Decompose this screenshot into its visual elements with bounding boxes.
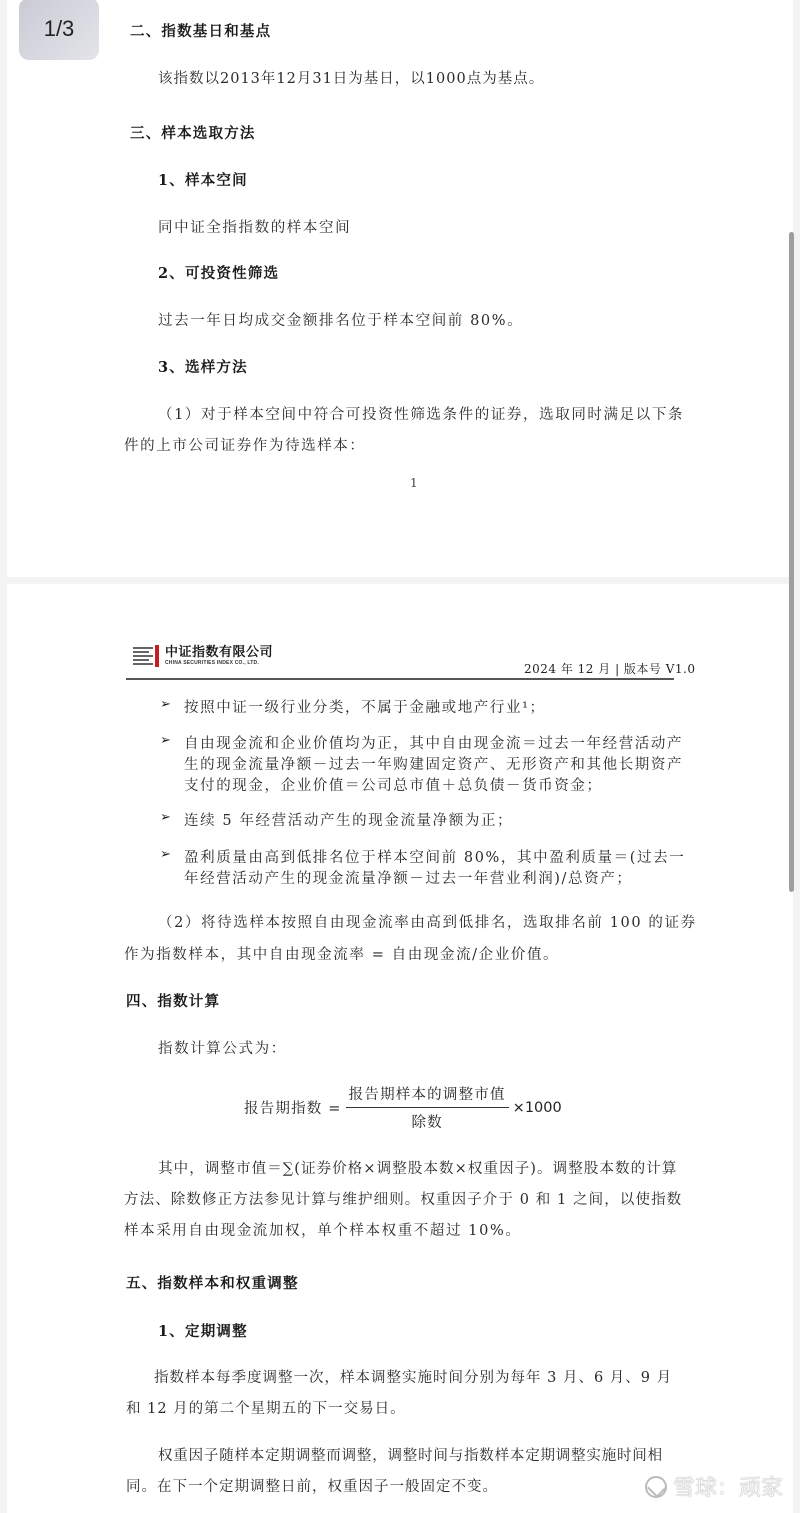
subsection-1-body: 同中证全指指数的样本空间 (158, 220, 352, 236)
subsection-2-title: 2、可投资性筛选 (158, 265, 280, 282)
xueqiu-watermark (645, 1471, 783, 1502)
subsection-5-1-para-1-line-2: 和 12 月的第二个星期五的下一交易日。 (126, 1401, 406, 1417)
subsection-3-title: 3、选样方法 (158, 359, 248, 376)
para-2-line-2: 作为指数样本，其中自由现金流率 = 自由现金流/企业价值。 (124, 947, 560, 963)
formula-denominator: 除数 (411, 1115, 443, 1131)
section-2-title: 二、指数基日和基点 (130, 23, 272, 40)
section-5-title: 五、指数样本和权重调整 (126, 1275, 299, 1292)
bullet-1-line-1: 按照中证一级行业分类，不属于金融或地产行业¹； (184, 700, 546, 716)
subsection-5-1-para-1-line-1: 指数样本每季度调整一次，样本调整实施时间分别为每年 3 月、6 月、9 月 (154, 1370, 673, 1386)
section-3-title: 三、样本选取方法 (130, 125, 256, 142)
subsection-2-body: 过去一年日均成交金额排名位于样本空间前 80%。 (158, 313, 524, 329)
bullet-4-line-1: 盈利质量由高到低排名位于样本空间前 80%，其中盈利质量＝(过去一 (184, 850, 686, 866)
formula-intro: 指数计算公式为： (158, 1041, 287, 1057)
bullet-2-line-2: 生的现金流量净额－过去一年购建固定资产、无形资产和其他长期资产 (184, 757, 684, 773)
bullet-arrow-icon: ➢ (160, 697, 171, 712)
watermark-text: 雪球：顽家 (673, 1476, 784, 1501)
csi-logo-icon (133, 645, 161, 667)
company-name-en: CHINA SECURITIES INDEX CO., LTD. (165, 660, 259, 666)
bullet-arrow-icon: ➢ (160, 810, 171, 825)
calc-line-2: 方法、除数修正方法参见计算与维护细则。权重因子介于 0 和 1 之间，以使指数 (124, 1192, 683, 1208)
section-2-body: 该指数以2013年12月31日为基日，以1000点为基点。 (158, 71, 545, 87)
section-4-title: 四、指数计算 (126, 993, 221, 1010)
formula-numerator: 报告期样本的调整市值 (346, 1083, 509, 1108)
header-date-version: 2024 年 12 月 | 版本号 V1.0 (524, 662, 696, 676)
subsection-5-1-title: 1、定期调整 (158, 1323, 248, 1340)
bullet-arrow-icon: ➢ (160, 733, 171, 748)
page-number: 1 (410, 476, 418, 490)
formula-lhs: 报告期指数 = (244, 1101, 342, 1117)
subsection-5-1-para-2-line-1: 权重因子随样本定期调整而调整，调整时间与指数样本定期调整实施时间相 (158, 1448, 663, 1464)
calc-line-1: 其中，调整市值＝∑(证券价格×调整股本数×权重因子)。调整股本数的计算 (158, 1161, 678, 1177)
formula-multiplier: ×1000 (512, 1099, 562, 1116)
bullet-2-line-3: 支付的现金，企业价值＝公司总市值＋总负债－货币资金； (184, 778, 603, 794)
para-2-line-1: （2）将待选样本按照自由现金流率由高到低排名，选取排名前 100 的证券 (158, 915, 697, 931)
page-counter-badge: 1/3 (19, 0, 99, 60)
subsection-3-para-line-1: （1）对于样本空间中符合可投资性筛选条件的证券，选取同时满足以下条 (158, 407, 685, 423)
subsection-3-para-line-2: 件的上市公司证券作为待选样本： (124, 438, 366, 454)
subsection-5-1-para-2-line-2: 同。在下一个定期调整日前，权重因子一般固定不变。 (126, 1479, 498, 1495)
bullet-3-line-1: 连续 5 年经营活动产生的现金流量净额为正； (184, 813, 514, 829)
company-logo (133, 645, 273, 667)
xueqiu-logo-icon (645, 1476, 667, 1498)
vertical-scrollbar[interactable] (789, 232, 794, 892)
index-formula (244, 1083, 562, 1132)
subsection-1-title: 1、样本空间 (158, 172, 248, 189)
formula-fraction (346, 1083, 509, 1132)
company-name-cn: 中证指数有限公司 (165, 645, 274, 660)
calc-line-3: 样本采用自由现金流加权，单个样本权重不超过 10%。 (124, 1223, 522, 1239)
bullet-2-line-1: 自由现金流和企业价值均为正，其中自由现金流＝过去一年经营活动产 (184, 736, 684, 752)
bullet-arrow-icon: ➢ (160, 847, 171, 862)
bullet-4-line-2: 年经营活动产生的现金流量净额－过去一年营业利润)/总资产； (184, 871, 633, 887)
header-divider (126, 678, 674, 680)
